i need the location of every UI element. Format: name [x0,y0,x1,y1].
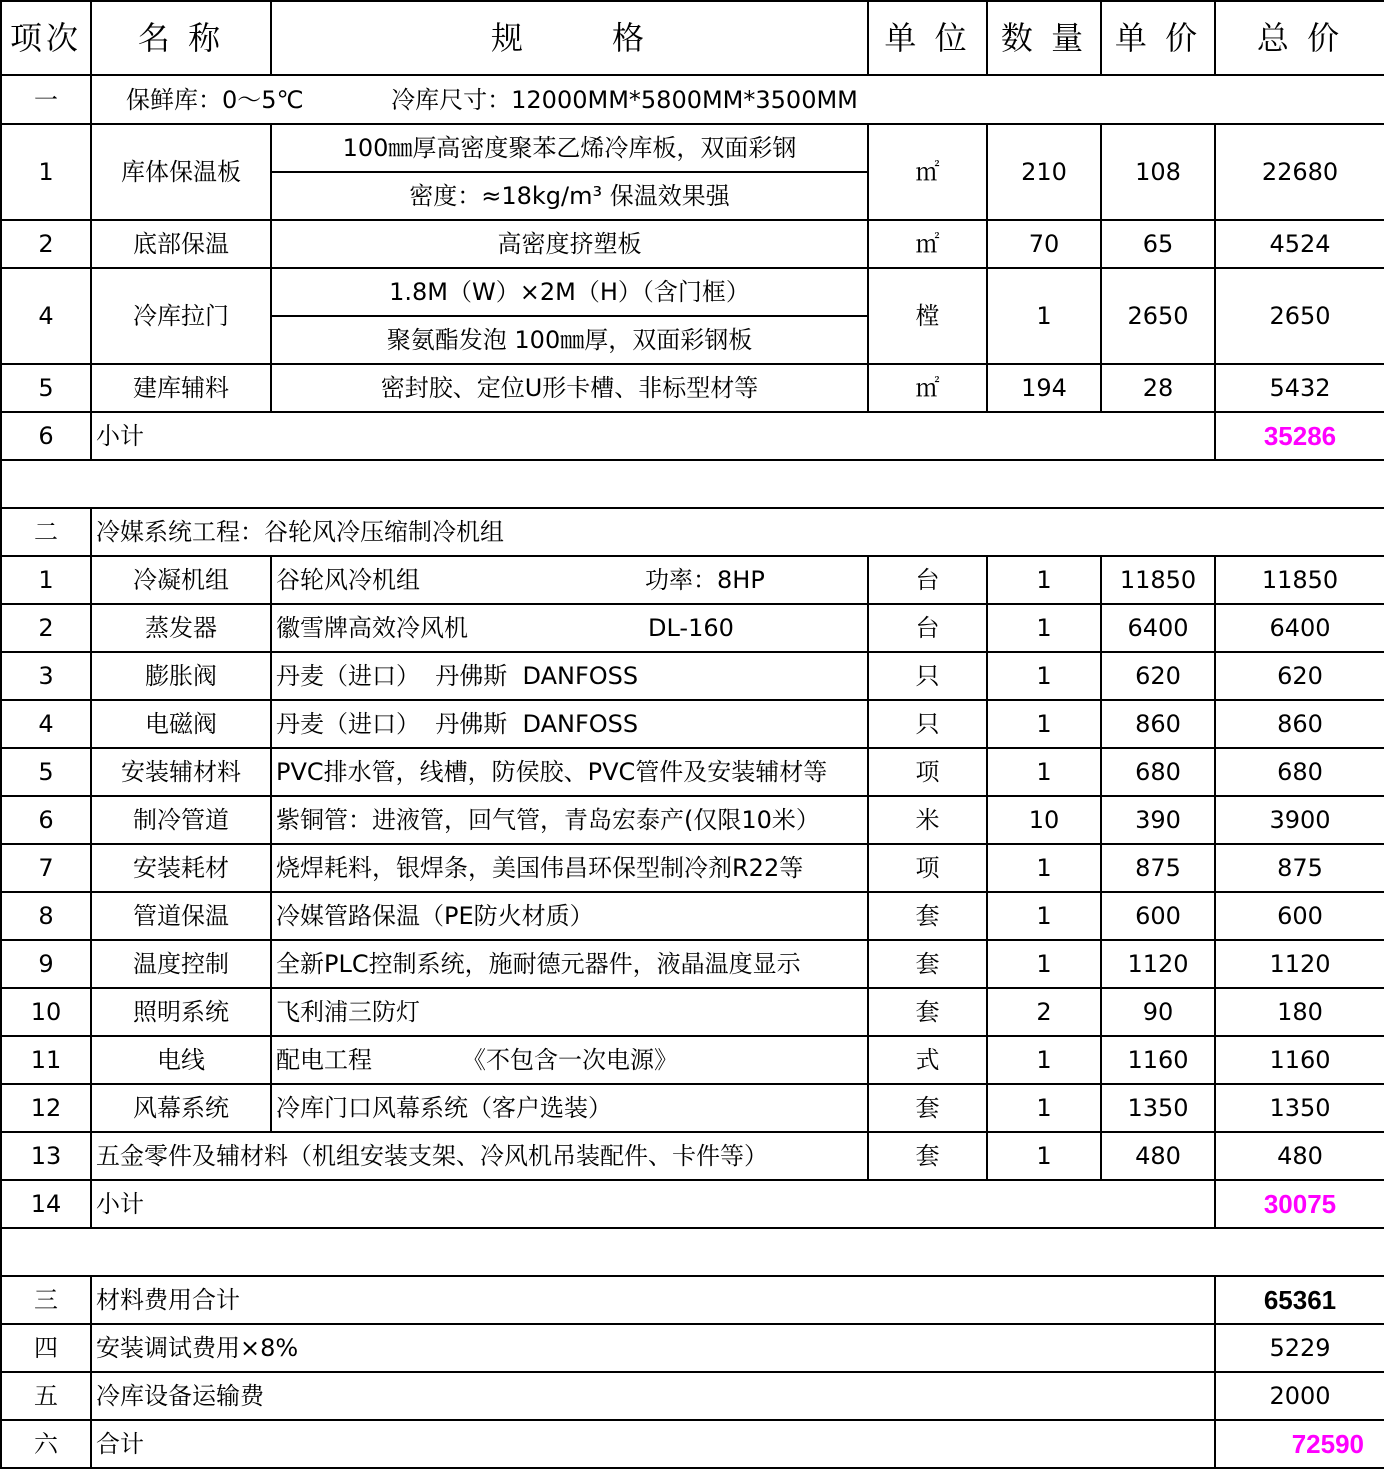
item-name: 风幕系统 [91,1084,271,1132]
header-spec: 规 格 [271,1,868,75]
item-no: 9 [1,940,91,988]
item-spec-text: 丹麦（进口） 丹佛斯 DANFOSS [276,710,639,738]
header-index: 项次 [1,1,91,75]
item-price: 480 [1101,1132,1215,1180]
table-row [1,796,1384,844]
item-spec [271,988,868,1036]
table-row [1,220,1384,268]
item-unit: 只 [868,652,987,700]
item-spec-text: PVC排水管，线槽，防侯胶、PVC管件及安装辅材等 [276,758,828,786]
item-qty: 2 [987,988,1101,1036]
item-qty: 210 [987,124,1101,220]
item-name: 建库辅料 [91,364,271,412]
subtotal-value: 30075 [1215,1180,1384,1228]
table-row [1,748,1384,796]
header-unit: 单 位 [868,1,987,75]
item-no: 11 [1,1036,91,1084]
summary-label: 冷库设备运输费 [91,1372,1215,1420]
item-qty: 1 [987,268,1101,364]
subtotal-row [1,1180,1384,1228]
item-total: 4524 [1215,220,1384,268]
item-name: 蒸发器 [91,604,271,652]
subtotal-value: 35286 [1215,412,1384,460]
section-index: 一 [1,75,91,124]
item-unit: 项 [868,748,987,796]
item-total: 600 [1215,892,1384,940]
item-price: 11850 [1101,556,1215,604]
header-total: 总 价 [1215,1,1384,75]
item-price: 1160 [1101,1036,1215,1084]
section-row [1,508,1384,556]
item-no: 6 [1,796,91,844]
item-no: 7 [1,844,91,892]
item-qty: 1 [987,1132,1101,1180]
item-spec-text: 徽雪牌高效冷风机 [276,614,468,642]
item-spec: 高密度挤塑板 [271,220,868,268]
item-total: 480 [1215,1132,1384,1180]
item-unit: 套 [868,940,987,988]
item-spec [271,1084,868,1132]
item-spec [271,844,868,892]
section-row [1,75,1384,124]
item-spec: 密封胶、定位U形卡槽、非标型材等 [271,364,868,412]
subtotal-row [1,412,1384,460]
item-unit: 米 [868,796,987,844]
section-description [91,75,1384,124]
item-qty: 1 [987,940,1101,988]
item-no: 3 [1,652,91,700]
item-price: 108 [1101,124,1215,220]
item-unit: 项 [868,844,987,892]
table-row [1,1084,1384,1132]
item-spec [271,796,868,844]
item-no: 4 [1,700,91,748]
summary-index: 三 [1,1276,91,1324]
item-unit: ㎡ [868,124,987,220]
item-name: 管道保温 [91,892,271,940]
item-spec [271,556,868,604]
item-unit: 只 [868,700,987,748]
item-spec-extra: DL-160 [648,614,734,642]
item-price: 6400 [1101,604,1215,652]
item-unit: ㎡ [868,220,987,268]
subtotal-label: 小计 [91,1180,1215,1228]
summary-row [1,1276,1384,1324]
item-unit: 套 [868,892,987,940]
table-row [1,556,1384,604]
item-price: 600 [1101,892,1215,940]
item-spec-text: 全新PLC控制系统，施耐德元器件，液晶温度显示 [276,950,801,978]
table-row [1,268,1384,316]
item-price: 390 [1101,796,1215,844]
spacer-row [1,460,1384,508]
item-price: 875 [1101,844,1215,892]
item-total: 22680 [1215,124,1384,220]
table-row [1,604,1384,652]
summary-index: 六 [1,1420,91,1468]
item-unit: 套 [868,1084,987,1132]
item-spec-text: 紫铜管：进液管，回气管，青岛宏泰产(仅限10米） [276,806,820,834]
item-spec: 1.8M（W）×2M（H）（含门框） [271,268,868,316]
item-total: 6400 [1215,604,1384,652]
subtotal-no: 14 [1,1180,91,1228]
spacer-cell [1,460,1384,508]
summary-value: 2000 [1215,1372,1384,1420]
item-qty: 1 [987,892,1101,940]
item-qty: 1 [987,1084,1101,1132]
table-row [1,844,1384,892]
item-unit: ㎡ [868,364,987,412]
item-total: 860 [1215,700,1384,748]
item-unit: 台 [868,604,987,652]
item-spec [271,700,868,748]
table-row [1,652,1384,700]
header-name: 名 称 [91,1,271,75]
summary-index: 五 [1,1372,91,1420]
item-qty: 1 [987,700,1101,748]
item-qty: 1 [987,556,1101,604]
item-no: 2 [1,220,91,268]
item-name: 安装辅材料 [91,748,271,796]
header-qty: 数 量 [987,1,1101,75]
item-no: 12 [1,1084,91,1132]
item-total: 5432 [1215,364,1384,412]
item-spec-text: 冷库门口风幕系统（客户选装） [276,1094,612,1122]
spacer-cell [1,1228,1384,1276]
storage-dimensions: 冷库尺寸：12000MM*5800MM*3500MM [391,85,858,114]
item-name: 电线 [91,1036,271,1084]
summary-value: 65361 [1215,1276,1384,1324]
item-price: 2650 [1101,268,1215,364]
item-spec-extra: 《不包含一次电源》 [462,1046,678,1074]
item-no: 1 [1,556,91,604]
header-price: 单 价 [1101,1,1215,75]
grand-total-row [1,1420,1384,1468]
item-spec-line2: 聚氨酯发泡 100㎜厚，双面彩钢板 [271,316,868,364]
summary-row [1,1324,1384,1372]
item-spec [271,748,868,796]
table-row [1,1036,1384,1084]
section2-items [1,556,1384,1132]
item-price: 860 [1101,700,1215,748]
item-spec [271,604,868,652]
item-unit: 套 [868,1132,987,1180]
item-price: 1120 [1101,940,1215,988]
item-qty: 1 [987,844,1101,892]
item-no: 5 [1,748,91,796]
item-qty: 1 [987,748,1101,796]
item-description: 五金零件及辅材料（机组安装支架、冷风机吊装配件、卡件等） [91,1132,868,1180]
section-index: 二 [1,508,91,556]
item-total: 1120 [1215,940,1384,988]
summary-value: 5229 [1215,1324,1384,1372]
item-spec-line2: 密度：≈18kg/m³ 保温效果强 [271,172,868,220]
item-qty: 194 [987,364,1101,412]
summary-label: 合计 [91,1420,1215,1468]
item-name: 制冷管道 [91,796,271,844]
item-spec [271,892,868,940]
item-qty: 70 [987,220,1101,268]
item-total: 1160 [1215,1036,1384,1084]
item-no: 5 [1,364,91,412]
item-price: 65 [1101,220,1215,268]
item-name: 温度控制 [91,940,271,988]
item-total: 1350 [1215,1084,1384,1132]
item-no: 4 [1,268,91,364]
item-qty: 1 [987,652,1101,700]
item-spec [271,652,868,700]
summary-index: 四 [1,1324,91,1372]
item-no: 13 [1,1132,91,1180]
table-row [1,988,1384,1036]
table-row [1,940,1384,988]
storage-temperature: 保鲜库：0～5℃ [126,85,304,114]
item-price: 90 [1101,988,1215,1036]
item-name: 电磁阀 [91,700,271,748]
item-spec-text: 烧焊耗料，银焊条，美国伟昌环保型制冷剂R22等 [276,854,804,882]
item-spec-text: 谷轮风冷机组 [276,566,420,594]
item-price: 680 [1101,748,1215,796]
item-spec: 100㎜厚高密度聚苯乙烯冷库板，双面彩钢 [271,124,868,172]
item-name: 冷库拉门 [91,268,271,364]
item-name: 底部保温 [91,220,271,268]
item-total: 11850 [1215,556,1384,604]
item-name: 膨胀阀 [91,652,271,700]
item-total: 620 [1215,652,1384,700]
summary-row [1,1372,1384,1420]
header-row [1,1,1384,75]
item-no: 1 [1,124,91,220]
item-spec [271,940,868,988]
grand-total-value: 72590 [1215,1420,1384,1468]
item-no: 10 [1,988,91,1036]
item-spec-text: 配电工程 [276,1046,372,1074]
item-total: 875 [1215,844,1384,892]
subtotal-label: 小计 [91,412,1215,460]
item-unit: 套 [868,988,987,1036]
item-unit: 台 [868,556,987,604]
item-spec-text: 飞利浦三防灯 [276,998,420,1026]
item-price: 28 [1101,364,1215,412]
item-name: 冷凝机组 [91,556,271,604]
item-no: 8 [1,892,91,940]
item-name: 照明系统 [91,988,271,1036]
table-row [1,700,1384,748]
spacer-row [1,1228,1384,1276]
item-spec-text: 冷媒管路保温（PE防火材质） [276,902,594,930]
item-qty: 10 [987,796,1101,844]
item-total: 2650 [1215,268,1384,364]
item-total: 3900 [1215,796,1384,844]
item-no: 2 [1,604,91,652]
summary-label: 材料费用合计 [91,1276,1215,1324]
summary-label: 安装调试费用×8% [91,1324,1215,1372]
table-row [1,892,1384,940]
item-spec [271,1036,868,1084]
item-spec-text: 丹麦（进口） 丹佛斯 DANFOSS [276,662,639,690]
item-spec-extra: 功率：8HP [645,566,765,594]
item-total: 180 [1215,988,1384,1036]
table-row [1,1132,1384,1180]
item-total: 680 [1215,748,1384,796]
item-price: 1350 [1101,1084,1215,1132]
section-title: 冷媒系统工程：谷轮风冷压缩制冷机组 [91,508,1384,556]
item-unit: 樘 [868,268,987,364]
item-qty: 1 [987,1036,1101,1084]
table-row [1,124,1384,172]
item-qty: 1 [987,604,1101,652]
item-name: 库体保温板 [91,124,271,220]
item-name: 安装耗材 [91,844,271,892]
item-unit: 式 [868,1036,987,1084]
subtotal-no: 6 [1,412,91,460]
item-price: 620 [1101,652,1215,700]
table-row [1,364,1384,412]
